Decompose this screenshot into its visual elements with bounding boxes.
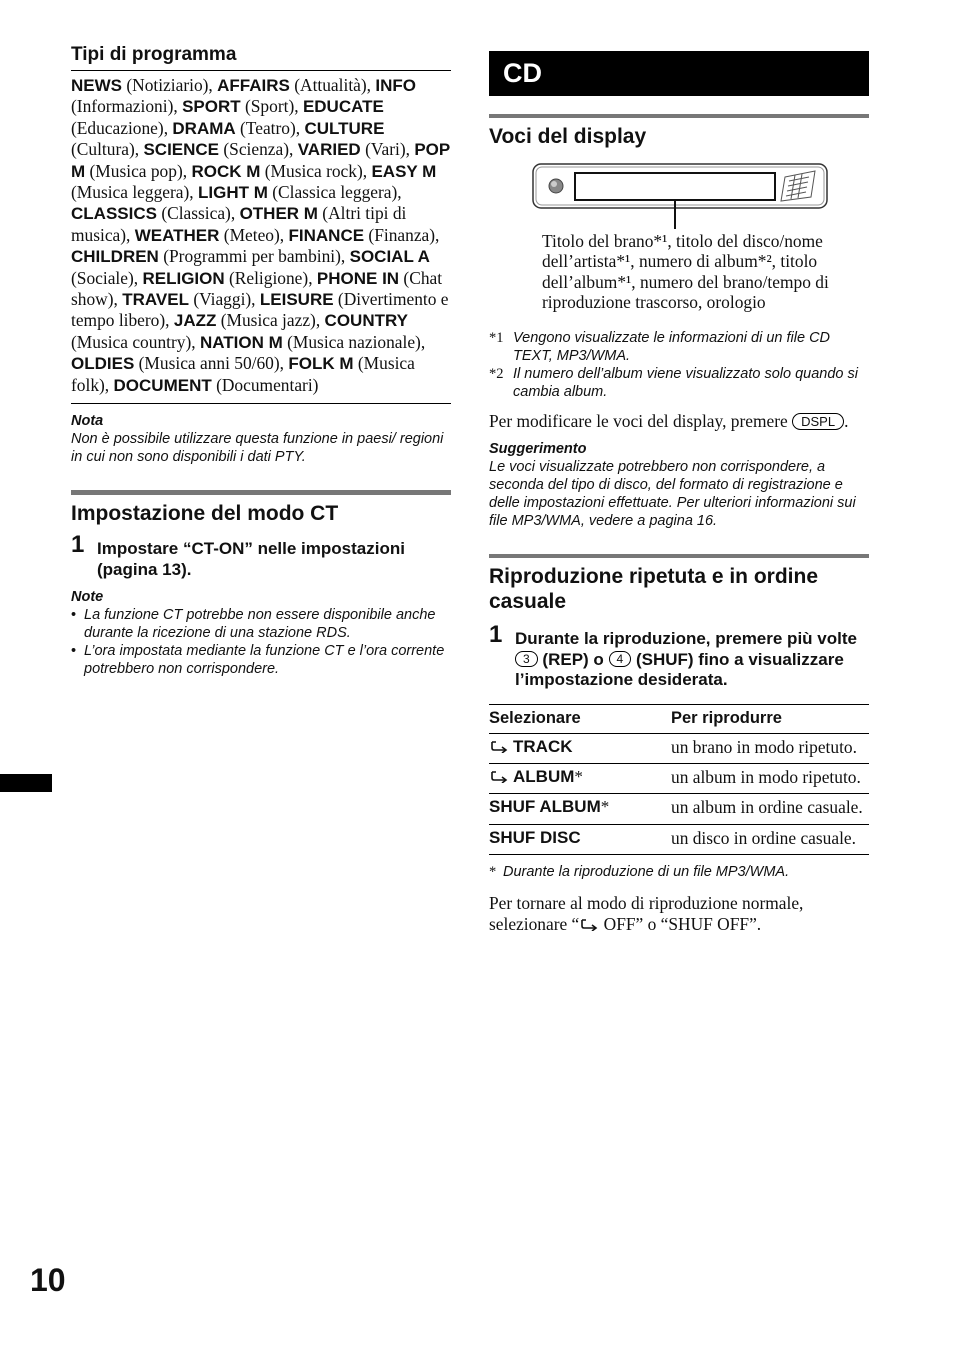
pty-note bbox=[71, 403, 451, 466]
rep-key-icon: 3 bbox=[515, 651, 538, 667]
footnote-1 bbox=[489, 329, 869, 365]
repeat-shuffle-heading: Riproduzione ripetuta e in ordine casuale bbox=[489, 565, 819, 614]
program-type-desc: (Sport), bbox=[240, 96, 303, 117]
program-type-key: OLDIES bbox=[71, 354, 135, 374]
program-type-desc: (Cultura), bbox=[71, 139, 144, 160]
tip-title: Suggerimento bbox=[489, 441, 587, 458]
program-type-key: OTHER M bbox=[239, 204, 318, 224]
program-type-key: PHONE IN bbox=[316, 268, 400, 288]
program-type-desc: (Sociale), bbox=[71, 267, 143, 288]
display-panel-illustration bbox=[489, 159, 869, 267]
program-type-key: RELIGION bbox=[142, 268, 225, 288]
program-type-desc: (Informazioni), bbox=[71, 96, 183, 117]
display-illustration bbox=[489, 159, 869, 267]
program-type-desc: (Musica leggera), bbox=[71, 182, 198, 203]
program-type-key: SOCIAL A bbox=[349, 247, 430, 267]
footnote-mark: *1 bbox=[489, 329, 504, 346]
ct-notes bbox=[71, 588, 451, 678]
display-items-heading: Voci del display bbox=[489, 125, 647, 148]
program-type-desc: (Divertimento e tempo libero), bbox=[71, 289, 449, 331]
repeat-step bbox=[489, 621, 869, 691]
header-play: Per riprodurre bbox=[671, 704, 869, 733]
program-type-key: NATION M bbox=[199, 332, 283, 352]
ct-note-item: • La funzione CT potrebbe non essere disponibile anche durante la ricezione di una stazione RDS. bbox=[71, 606, 451, 642]
program-type-key: AFFAIRS bbox=[217, 76, 290, 95]
repeat-icon bbox=[489, 740, 509, 753]
play-cell: un brano in modo ripetuto. bbox=[671, 733, 869, 763]
select-label: SHUF ALBUM bbox=[489, 797, 601, 817]
step-number: 1 bbox=[71, 531, 85, 559]
select-star: * bbox=[574, 766, 583, 786]
program-type-desc: (Classica leggera), bbox=[267, 182, 402, 203]
program-type-key: EDUCATE bbox=[302, 97, 384, 117]
table-row bbox=[489, 794, 869, 824]
note-title: Nota bbox=[71, 413, 104, 430]
program-types-heading: Tipi di programma bbox=[71, 44, 451, 71]
footnote-text: Il numero dell’album viene visualizzato solo quando si cambia album. bbox=[513, 365, 858, 400]
program-types-list bbox=[71, 75, 451, 396]
return-text-part2: OFF” o “SHUF OFF”. bbox=[599, 913, 762, 934]
shuf-key-icon: 4 bbox=[609, 651, 632, 667]
ct-mode-section bbox=[71, 490, 451, 678]
program-type-desc: (Scienza), bbox=[219, 139, 298, 160]
program-type-key: VARIED bbox=[297, 140, 361, 160]
program-type-desc: (Notiziario), bbox=[122, 75, 218, 95]
ct-note-item: • L’ora impostata mediante la funzione CT e l’ora corrente potrebbero non corrispondere. bbox=[71, 642, 451, 678]
page-edge-tab bbox=[0, 774, 52, 792]
program-type-desc: (Attualità), bbox=[289, 75, 376, 95]
dspl-button: DSPL bbox=[792, 413, 844, 430]
shuf-label: (SHUF) fino a visualizzare l’impostazione desiderata. bbox=[515, 649, 844, 690]
change-display-end: . bbox=[844, 410, 849, 431]
select-label: TRACK bbox=[513, 736, 573, 756]
tip-text: Le voci visualizzate potrebbero non corrispondere, a seconda del tipo di disco, del formato di registrazione e delle impostazioni effettuate. Per ulteriori informazioni sui file MP3/WMA, vedere a pagina 16. bbox=[489, 459, 856, 530]
play-cell: un album in ordine casuale. bbox=[671, 794, 869, 824]
note-text: Non è possibile utilizzare questa funzione in paesi/ regioni in cui non sono disponibili i dati PTY. bbox=[71, 431, 444, 466]
tip-box bbox=[489, 440, 869, 530]
repeat-icon bbox=[489, 770, 509, 783]
display-caption: Titolo del brano*¹, titolo del disco/nome dell’artista*¹, numero di album*², titolo dell’album*¹, numero del brano/tempo di riproduzione trascorso, orologio bbox=[542, 231, 829, 313]
program-type-key: SPORT bbox=[182, 97, 241, 117]
program-type-desc: (Programmi per bambini), bbox=[158, 246, 350, 267]
table-row bbox=[489, 733, 869, 763]
program-type-key: DOCUMENT bbox=[113, 375, 212, 395]
program-type-desc: (Musica pop), bbox=[85, 160, 192, 181]
program-type-desc: (Religione), bbox=[224, 267, 317, 288]
program-type-desc: (Musica anni 50/60), bbox=[134, 353, 289, 374]
ct-mode-heading: Impostazione del modo CT bbox=[71, 502, 339, 526]
program-type-key: POP M bbox=[71, 140, 450, 181]
program-type-key: LIGHT M bbox=[198, 183, 268, 203]
select-cell bbox=[489, 733, 671, 763]
program-type-desc: (Finanza), bbox=[364, 224, 440, 245]
select-label: ALBUM bbox=[513, 766, 575, 786]
program-type-key: INFO bbox=[375, 76, 416, 95]
program-type-key: CHILDREN bbox=[71, 247, 159, 267]
program-type-desc: (Chat show), bbox=[71, 267, 443, 310]
program-type-desc: (Musica nazionale), bbox=[282, 331, 426, 352]
step-text: Impostare “CT-ON” nelle impostazioni (pagina 13). bbox=[97, 539, 405, 579]
program-type-key: SCIENCE bbox=[143, 140, 220, 160]
footnote-mark: * bbox=[489, 864, 497, 881]
program-type-desc: (Musica rock), bbox=[260, 160, 372, 181]
program-type-key: CLASSICS bbox=[71, 204, 157, 224]
program-type-desc: (Teatro), bbox=[235, 117, 305, 138]
program-type-key: FOLK M bbox=[288, 354, 354, 374]
program-type-key: NEWS bbox=[71, 76, 122, 95]
program-type-desc: (Musica jazz), bbox=[216, 310, 325, 331]
header-select: Selezionare bbox=[489, 704, 671, 733]
repeat-shuffle-section bbox=[489, 554, 869, 934]
program-type-key: JAZZ bbox=[173, 311, 217, 331]
select-cell bbox=[489, 794, 671, 824]
program-type-desc: (Altri tipi di musica), bbox=[71, 203, 407, 245]
program-type-key: TRAVEL bbox=[122, 290, 189, 310]
program-type-desc: (Classica), bbox=[156, 203, 240, 224]
program-type-key: FINANCE bbox=[288, 225, 365, 245]
program-type-desc: (Musica country), bbox=[71, 331, 200, 352]
cd-section-bar: CD bbox=[489, 51, 869, 96]
program-type-key: EASY M bbox=[371, 161, 437, 181]
select-label: SHUF DISC bbox=[489, 827, 581, 847]
repeat-icon bbox=[579, 918, 599, 931]
table-row bbox=[489, 763, 869, 793]
program-type-desc: (Viaggi), bbox=[188, 289, 260, 310]
program-type-desc: (Educazione), bbox=[71, 117, 173, 138]
program-type-key: DRAMA bbox=[172, 118, 236, 138]
select-cell bbox=[489, 763, 671, 793]
return-text-part1: Per tornare al modo di riproduzione normale, selezionare “ bbox=[489, 893, 804, 934]
step-text-part1: Durante la riproduzione, premere più volte bbox=[515, 629, 857, 649]
return-normal-text bbox=[489, 893, 869, 934]
program-type-key: ROCK M bbox=[191, 161, 261, 181]
step-number: 1 bbox=[489, 621, 503, 649]
program-type-key: WEATHER bbox=[134, 225, 220, 245]
mode-table bbox=[489, 704, 869, 856]
display-footnotes bbox=[489, 329, 869, 401]
select-cell bbox=[489, 824, 671, 854]
right-column bbox=[489, 51, 869, 934]
select-star: * bbox=[600, 797, 610, 817]
left-column bbox=[71, 44, 451, 678]
notes-title: Note bbox=[71, 589, 104, 606]
program-type-desc: (Documentari) bbox=[211, 374, 319, 395]
program-type-desc: (Musica folk), bbox=[71, 353, 415, 395]
program-type-key: CULTURE bbox=[304, 118, 385, 138]
footnote-2 bbox=[489, 365, 869, 401]
table-footnote bbox=[489, 863, 869, 881]
display-items-section bbox=[489, 114, 869, 530]
change-display-label: Per modificare le voci del display, premere bbox=[489, 410, 788, 431]
footnote-mark: *2 bbox=[489, 365, 504, 382]
program-type-key: LEISURE bbox=[259, 290, 334, 310]
footnote-text: Durante la riproduzione di un file MP3/WMA. bbox=[503, 864, 790, 881]
mode-table-header bbox=[489, 704, 869, 733]
play-cell: un disco in ordine casuale. bbox=[671, 824, 869, 854]
change-display-text bbox=[489, 411, 869, 431]
ct-step bbox=[71, 531, 451, 580]
play-cell: un album in modo ripetuto. bbox=[671, 763, 869, 793]
program-type-desc: (Vari), bbox=[360, 139, 415, 160]
table-row bbox=[489, 824, 869, 854]
footnote-text: Vengono visualizzate le informazioni di un file CD TEXT, MP3/WMA. bbox=[513, 329, 831, 364]
program-type-key: COUNTRY bbox=[324, 311, 408, 331]
page-number: 10 bbox=[30, 1262, 66, 1298]
program-type-desc: (Meteo), bbox=[219, 224, 289, 245]
rep-label: (REP) o bbox=[542, 649, 604, 669]
